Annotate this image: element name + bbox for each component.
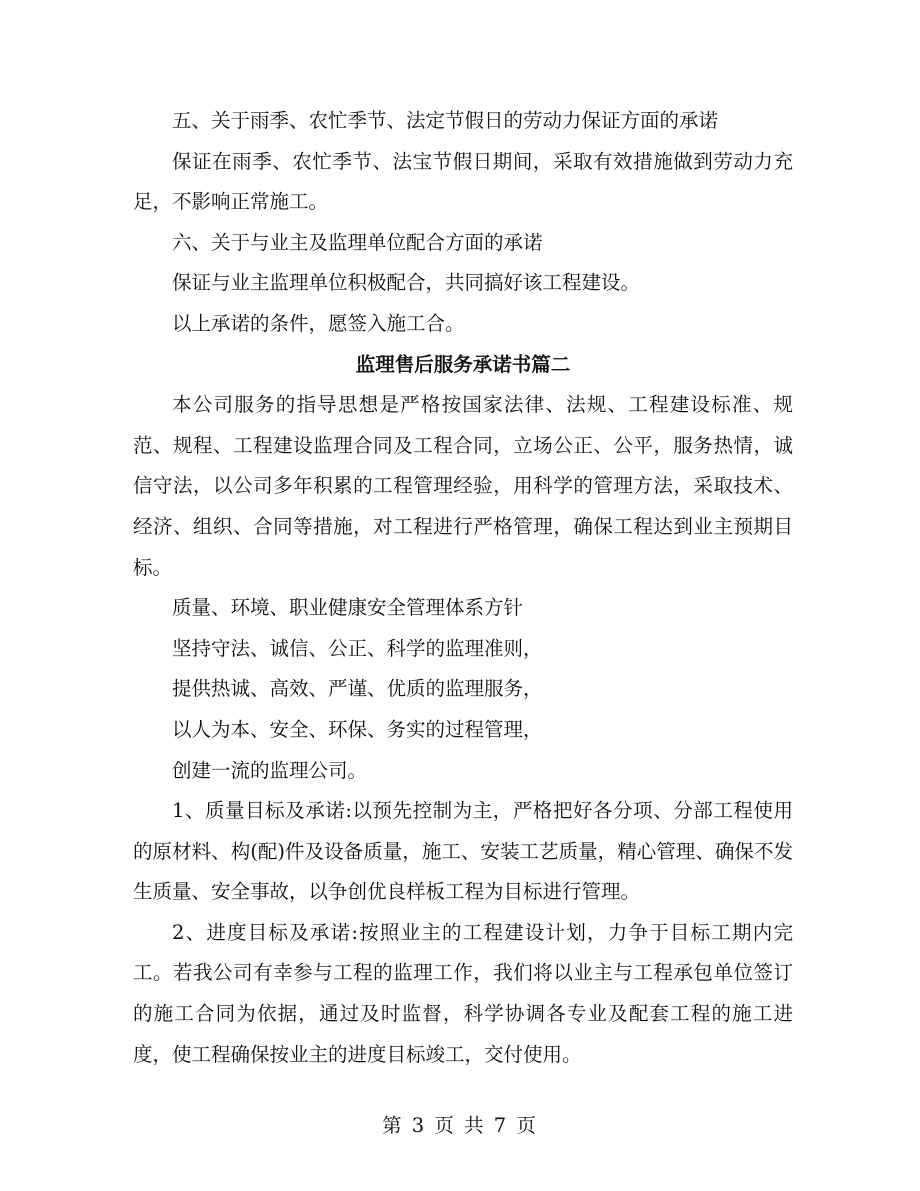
page-footer: 第 3 页 共 7 页 (382, 1114, 538, 1137)
paragraph: 保证在雨季、农忙季节、法宝节假日期间，采取有效措施做到劳动力充足，不影响正常施工。 (133, 149, 793, 214)
document-body (133, 101, 793, 1075)
paragraph: 2、进度目标及承诺:按照业主的工程建设计划，力争于目标工期内完工。若我公司有幸参与工程的监理工作，我们将以业主与工程承包单位签订的施工合同为依据，通过及时监督，科学协调各专业及配套工程的施工进度，使工程确保按业主的进度目标竣工，交付使用。 (133, 920, 793, 1066)
paragraph: 保证与业主监理单位积极配合，共同搞好该工程建设。 (172, 271, 641, 295)
paragraph: 创建一流的监理公司。 (172, 758, 368, 782)
paragraph: 1、质量目标及承诺:以预先控制为主，严格把好各分项、分部工程使用的原材料、构(配)件及设备质量，施工、安装工艺质量，精心管理、确保不发生质量、安全事故，以争创优良样板工程为目标进行管理。 (133, 799, 793, 904)
section-title: 监理售后服务承诺书篇二 (355, 352, 571, 376)
paragraph: 以人为本、安全、环保、务实的过程管理， (172, 717, 543, 741)
paragraph: 以上承诺的条件，愿签入施工合。 (172, 311, 465, 335)
paragraph: 坚持守法、诚信、公正、科学的监理准则， (172, 636, 543, 660)
paragraph: 五、关于雨季、农忙季节、法定节假日的劳动力保证方面的承诺 (172, 109, 719, 132)
paragraph: 质量、环境、职业健康安全管理体系方针 (172, 596, 524, 620)
paragraph: 六、关于与业主及监理单位配合方面的承诺 (172, 230, 543, 254)
paragraph: 本公司服务的指导思想是严格按国家法律、法规、工程建设标准、规范、规程、工程建设监理合同及工程合同，立场公正、公平，服务热情，诚信守法，以公司多年积累的工程管理经验，用科学的管理方法，采取技术、经济、组织、合同等措施，对工程进行严格管理，确保工程达到业主预期目标。 (133, 393, 793, 579)
paragraph: 提供热诚、高效、严谨、优质的监理服务， (172, 677, 543, 701)
